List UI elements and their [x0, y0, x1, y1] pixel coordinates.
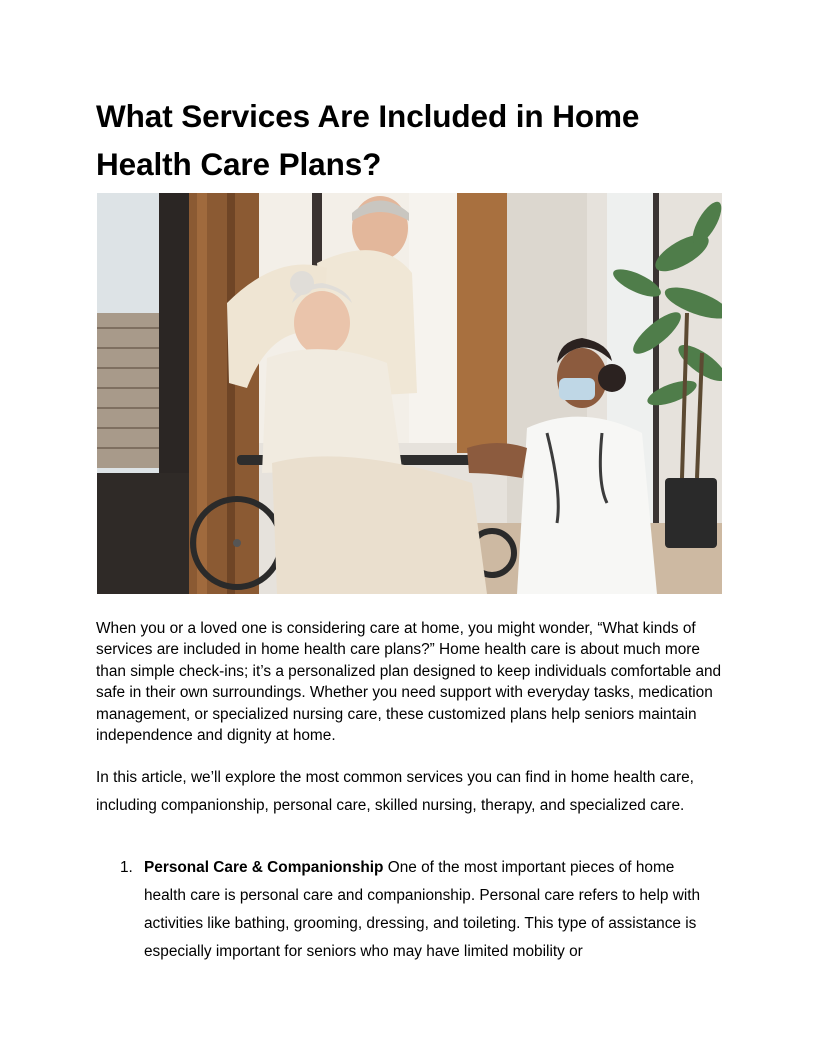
list-item-number: 1. [120, 859, 133, 876]
overview-paragraph: In this article, we’ll explore the most common services you can find in home health care, including companionship, personal care, skilled nursing, therapy, and specialized care. [96, 769, 694, 814]
hero-photo-illustration [97, 193, 722, 594]
services-list [120, 854, 720, 966]
list-item [120, 854, 720, 966]
page-title: What Services Are Included in Home Health Care Plans? [96, 98, 640, 182]
intro-paragraph: When you or a loved one is considering care at home, you might wonder, “What kinds of services are included in home health care plans?” Home health care is about much more than simple check-ins; it’s a personalized plan designed to keep individuals comfortable and safe in their own surroundings. Whether you need support with everyday tasks, medication management, or specialized nursing care, these customized plans help seniors maintain independence and dignity at home. [96, 620, 722, 745]
hero-photo [97, 193, 722, 594]
list-item-heading: Personal Care & Companionship [144, 859, 384, 876]
list-item-body: One of the most important pieces of home health care is personal care and companionship. Personal care refers to help with activities like bathing, grooming, dressing, and toileting. This type of assistance is especially important for seniors who may have limited mobility or [144, 859, 701, 960]
